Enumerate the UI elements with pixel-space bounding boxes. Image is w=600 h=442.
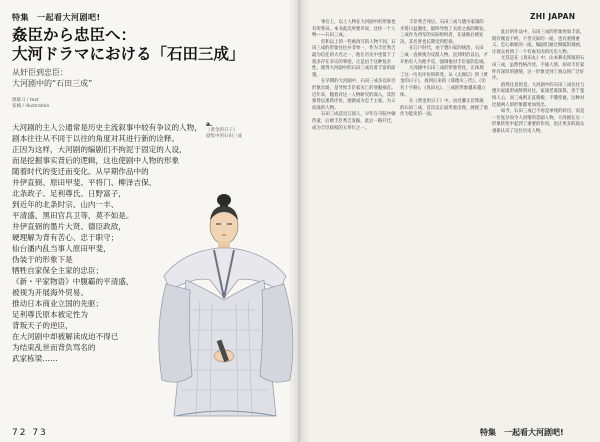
footer-section-title: 一起看大河剧吧! (504, 428, 564, 437)
body-paragraph: 石田三成是近江国人，早年在寺院中做侍童，后被丰臣秀吉发掘，此后一路升迁，成为丰臣政权的五奉行之一。 (312, 112, 396, 131)
author-credit: 源雄马 / text (12, 98, 39, 103)
quote-line: 武家栋梁…… (12, 354, 58, 363)
body-paragraph: 在早期的大河剧中，石田三成多以奸臣形象出场，是导致丰臣家灭亡的罪魁祸首。近年来，随着对这一人物研究的深入，其形象得以重新评价，逐渐成为忠于主家、为义而战的人物。 (312, 79, 396, 111)
body-paragraph: 事在上，以上人物在大河剧中的形象也有所各异。本书此次所要评说，这样一个人物——石田三成。 (312, 20, 396, 39)
figure-caption (206, 122, 242, 140)
body-paragraph: 如今，石田三成已不再是单纯的奸臣，而是一位复杂而令人同情的悲剧人物。大河剧在这一形象转变中起到了重要的作用，也让更多的观众重新认识了这位历史人物。 (492, 109, 585, 134)
article-title (12, 26, 245, 64)
quote-line: 大河剧的主人公通常是历史主流叙事中较有争议的人物， (12, 123, 202, 132)
quote-line: 被视为开展海外贸易、 (12, 288, 88, 297)
body-paragraph: 尤其是在《真田丸》中，山本耕史饰演的石田三成，虽然性格冷淡、不通人情，却对丰臣家怀有深厚的感情，这一形象受到了观众的广泛好评。 (492, 56, 585, 82)
quote-line: 在大河剧中却被解读成迫不得已 (12, 332, 119, 341)
quote-line: 推动日本商业立国的先驱； (12, 299, 104, 308)
footer-section-label: 特集 (480, 428, 496, 437)
body-paragraph: 在《黄金的日子》中，由近藤正臣饰演的石田三成，首次以正面形象出现，展现了他作为能吏的一面。 (400, 99, 488, 118)
caption-line: 剧集中的石田三成 (206, 134, 242, 139)
quote-line: 足利尊氏原本被定性为 (12, 310, 88, 319)
quote-line: 到近年的北条时宗、山内一丰、 (12, 200, 119, 209)
body-paragraph: 在江户时代，由于德川家的统治，石田三成一直被视为反派人物。直到明治以后，才开始有人为他平反，强调他对丰臣家的忠诚。 (400, 46, 488, 65)
title-line: 姦臣から忠臣へ： (12, 26, 137, 44)
title-line: 大河ドラマにおける「石田三成」 (12, 45, 245, 63)
subtitle-line: 从奸臣到忠臣： (12, 68, 68, 77)
quote-line: 背叛天子的逆臣， (12, 321, 73, 330)
quote-line: 而是挖掘事实背后的逻辑，这也使剧中人物的形象 (12, 156, 180, 165)
subtitle-line: 大河剧中的“石田三成” (12, 79, 93, 88)
quote-line: 硬理解为背有苦心、忠于职守； (12, 233, 119, 242)
body-paragraph: 丰臣秀吉死后，石田三成与德川家康的矛盾日益激化，最终导致了关原之战的爆发。三成作为西军的实际组织者，在战败后被处决，其名誉也长期受到贬损。 (400, 20, 488, 45)
intro-quote (12, 122, 202, 364)
quote-line: 北条政子、足利尊氏、日野富子， (12, 189, 126, 198)
quote-line: 伪装于的形象下是 (12, 255, 73, 264)
body-paragraph: 但和以上的一些被改写的人物不同，石田三成的形象往往并非单一，作为丰臣秀吉最为信任的大名之一，他在历史中也留下了很多存在争议的事迹，正是由于这种复杂性，使得大河剧中的石田三成有着丰富的面貌。 (312, 39, 396, 78)
quote-line: 平清盛、黑田官兵卫等，莫不如是。 (12, 211, 134, 220)
page-numbers: 72 73 (12, 428, 48, 438)
quote-line: 《新・平家物语》中腹霸的平清盛， (12, 277, 134, 286)
quote-line: 井伊直弼、原田甲斐、平将门、柳泽吉保、 (12, 178, 157, 187)
quote-line: 牺牲自家保全主家的忠臣； (12, 266, 104, 275)
quote-line: 正因为这样，大河剧的编剧们不拘泥于固定的人设， (12, 145, 187, 154)
section-footer-right (480, 427, 564, 438)
quote-line: 剧本往往从不同于以往的角度对其进行新的诠释。 (12, 134, 180, 143)
caption-line: 《黄金的日子》 (206, 128, 238, 133)
body-paragraph: 此后的作品中，石田三成的形象更加丰富，既有刚直不阿、不善交际的一面，也有重情重义、忠心耿耿的一面。编剧们通过细腻的刻画，让观众看到了一个有血有肉的历史人物。 (492, 30, 585, 55)
section-label: 特集 (12, 13, 29, 22)
quote-line: 仙台潘内乱当事人原田甲斐， (12, 244, 111, 253)
body-column-3 (492, 30, 586, 136)
quote-line: 为结束乱世而背负骂名的 (12, 343, 96, 352)
quote-line: 随着时代的变迁而变化。从早期作品中的 (12, 167, 149, 176)
caption-letter: a. (206, 121, 213, 128)
article-subtitle (12, 67, 92, 89)
body-column-2 (400, 20, 488, 119)
magazine-name: ZHI JAPAN (530, 12, 576, 21)
body-column-1 (312, 20, 396, 132)
quote-line: 井伊直弼的墨片大贤、德臣政敌， (12, 222, 126, 231)
section-header-left (12, 12, 101, 23)
samurai-illustration (152, 180, 302, 422)
section-title: 一起看大河剧吧! (37, 13, 101, 22)
body-paragraph: 值得注意的是，大河剧中的石田三成往往与德川家康形成鲜明对比。家康老谋深算、善于笼络人心，而三成则正直刻板、不懂变通，这种对比使两人的形象都更加突出。 (492, 82, 585, 108)
illustrator-credit: 张楠 / illustration (12, 104, 50, 109)
byline (12, 98, 49, 110)
body-paragraph: 大河剧中石田三成的形象变化，正体现了这一历史评价的转变。从《太阁记》到《黄金的日子》，再到后来的《葵德川三代》、《功名十字路》、《真田丸》，三成的形象越来越立体。 (400, 66, 488, 98)
